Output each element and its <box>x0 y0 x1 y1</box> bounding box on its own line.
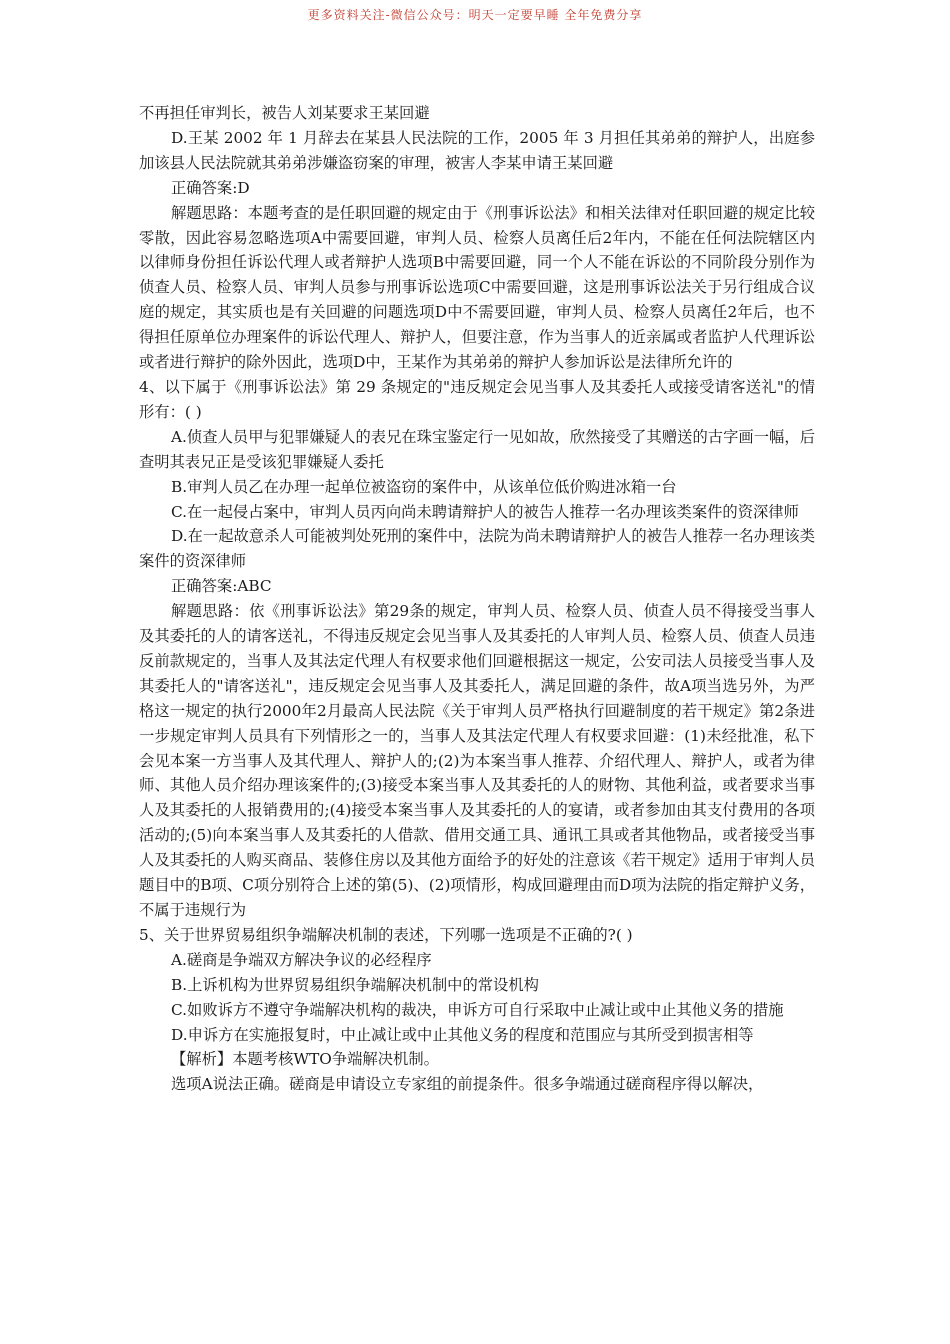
paragraph: B.上诉机构为世界贸易组织争端解决机制中的常设机构 <box>171 975 539 994</box>
paragraph: 解题思路：本题考查的是任职回避的规定由于《刑事诉讼法》和相关法律对任职回避的规定比较零散，因此容易忽略选项A中需要回避，审判人员、检察人员离任后2年内，不能在任何法院辖区内以律师身份担任诉讼代理人或者辩护人选项B中需要回避，同一个人不能在诉讼的不同阶段分别作为侦查人员、检察人员、审判人员参与刑事诉讼选项C中需要回避，这是刑事诉讼法关于另行组成合议庭的规定，其实质也是有关回避的问题选项D中不需要回避，审判人员、检察人员离任2年后，也不得担任原单位办理案件的诉讼代理人、辩护人，但要注意，作为当事人的近亲属或者监护人代理诉讼或者进行辩护的除外因此，选项D中，王某作为其弟弟的辩护人参加诉讼是法律所允许的 <box>139 203 815 372</box>
paragraph: C.如败诉方不遵守争端解决机构的裁决，申诉方可自行采取中止减让或中止其他义务的措施 <box>171 1000 784 1019</box>
paragraph: 4、以下属于《刑事诉讼法》第 29 条规定的"违反规定会见当事人及其委托人或接受请客送礼"的情形有：( ) <box>139 377 815 421</box>
paragraph: C.在一起侵占案中，审判人员丙向尚未聘请辩护人的被告人推荐一名办理该类案件的资深律师 <box>171 502 799 521</box>
paragraph: 【解析】本题考核WTO争端解决机制。 <box>171 1050 439 1069</box>
paragraph: A.磋商是争端双方解决争议的必经程序 <box>171 950 432 969</box>
paragraph: D.申诉方在实施报复时，中止减让或中止其他义务的程度和范围应与其所受到损害相等 <box>171 1025 754 1044</box>
paragraph: 选项A说法正确。磋商是申请设立专家组的前提条件。很多争端通过磋商程序得以解决， <box>171 1075 764 1094</box>
paragraph: A.侦查人员甲与犯罪嫌疑人的表兄在珠宝鉴定行一见如故，欣然接受了其赠送的古字画一幅，后查明其表兄正是受该犯罪嫌疑人委托 <box>139 427 815 471</box>
paragraph: 正确答案:D <box>171 178 250 197</box>
paragraph: 解题思路：依《刑事诉讼法》第29条的规定，审判人员、检察人员、侦查人员不得接受当事人及其委托的人的请客送礼，不得违反规定会见当事人及其委托的人审判人员、检察人员、侦查人员违反前款规定的，当事人及其法定代理人有权要求他们回避根据这一规定，公安司法人员接受当事人及其委托人的"请客送礼"，违反规定会见当事人及其委托人，满足回避的条件，故A项当选另外，为严格这一规定的执行2000年2月最高人民法院《关于审判人员严格执行回避制度的若干规定》第2条进一步规定审判人员具有下列情形之一的，当事人及其法定代理人有权要求回避：(1)未经批准，私下会见本案一方当事人及其代理人、辩护人的;(2)为本案当事人推荐、介绍代理人、辩护人，或者为律师、其他人员介绍办理该案件的;(3)接受本案当事人及其委托的人的财物、其他利益，或者要求当事人及其委托的人报销费用的;(4)接受本案当事人及其委托的人的宴请，或者参加由其支付费用的各项活动的;(5)向本案当事人及其委托的人借款、借用交通工具、通讯工具或者其他物品，或者接受当事人及其委托的人购买商品、装修住房以及其他方面给予的好处的注意该《若干规定》适用于审判人员题目中的B项、C项分别符合上述的第(5)、(2)项情形，构成回避理由而D项为法院的指定辩护义务，不属于违规行为 <box>139 602 815 919</box>
paragraph: 正确答案:ABC <box>171 577 272 596</box>
paragraph: 不再担任审判长，被告人刘某要求王某回避 <box>139 104 430 122</box>
paragraph: D.在一起故意杀人可能被判处死刑的案件中，法院为尚未聘请辩护人的被告人推荐一名办理该类案件的资深律师 <box>139 527 815 571</box>
document-body <box>139 101 815 1097</box>
paragraph: D.王某 2002 年 1 月辞去在某县人民法院的工作，2005 年 3 月担任其弟弟的辩护人，出庭参加该县人民法院就其弟弟涉嫌盗窃案的审理，被害人李某申请王某回避 <box>139 128 815 172</box>
paragraph: B.审判人员乙在办理一起单位被盗窃的案件中，从该单位低价购进冰箱一台 <box>171 477 677 496</box>
page-header: 更多资料关注-微信公众号：明天一定要早睡 全年免费分享 <box>307 8 643 22</box>
paragraph: 5、关于世界贸易组织争端解决机制的表述，下列哪一选项是不正确的?( ) <box>139 925 633 944</box>
